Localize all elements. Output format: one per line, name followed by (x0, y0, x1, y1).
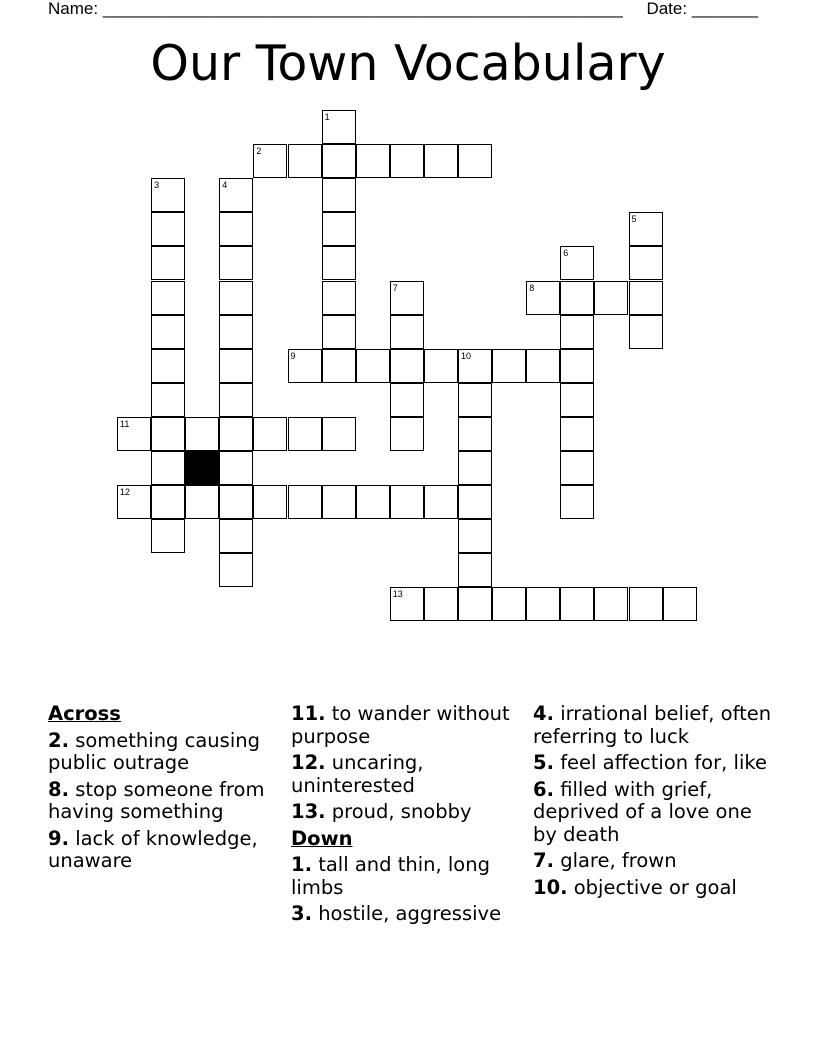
grid-cell[interactable] (322, 246, 356, 280)
clue-number: 1 (324, 112, 330, 122)
name-blank[interactable]: _______________________________________________________ (102, 0, 623, 18)
grid-cell[interactable] (322, 417, 356, 451)
clue-down-4: 4. irrational belief, often referring to luck (533, 702, 772, 748)
grid-cell[interactable] (390, 349, 424, 383)
grid-cell[interactable] (458, 519, 492, 553)
grid-cell[interactable] (219, 212, 253, 246)
grid-cell[interactable] (322, 178, 356, 212)
grid-cell[interactable] (151, 485, 185, 519)
clue-number: 7 (392, 282, 398, 293)
grid-cell[interactable] (356, 485, 390, 519)
grid-cell[interactable] (322, 144, 356, 178)
grid-cell[interactable] (458, 383, 492, 417)
date-blank[interactable]: _______ (691, 0, 759, 18)
grid-cell[interactable] (219, 485, 253, 519)
grid-cell[interactable] (458, 485, 492, 519)
grid-cell[interactable] (390, 417, 424, 451)
grid-cell[interactable] (219, 451, 253, 485)
clues-column-1 (48, 703, 278, 877)
grid-cell[interactable] (288, 349, 322, 383)
clue-across-13: 13. proud, snobby (291, 800, 472, 823)
grid-cell[interactable] (390, 485, 424, 519)
clue-down-6: 6. filled with grief, deprived of a love one by death (533, 777, 752, 846)
grid-cell[interactable] (526, 281, 560, 315)
grid-cell[interactable] (458, 451, 492, 485)
grid-cell[interactable] (356, 144, 390, 178)
grid-cell[interactable] (117, 417, 151, 451)
grid-cell[interactable] (458, 587, 492, 621)
grid-cell[interactable] (288, 417, 322, 451)
grid-cell[interactable] (151, 417, 185, 451)
grid-cell[interactable] (594, 587, 628, 621)
grid-cell[interactable] (151, 212, 185, 246)
grid-cell[interactable] (424, 587, 458, 621)
grid-cell[interactable] (219, 519, 253, 553)
grid-cell[interactable] (424, 349, 458, 383)
grid-cell[interactable] (151, 178, 185, 212)
clue-across-11: 11. to wander without purpose (291, 702, 510, 748)
grid-cell[interactable] (219, 553, 253, 587)
grid-cell[interactable] (185, 485, 219, 519)
clue-number: 13 (392, 589, 403, 600)
grid-cell[interactable] (253, 417, 287, 451)
grid-cell[interactable] (151, 451, 185, 485)
grid-cell[interactable] (219, 178, 253, 212)
grid-cell[interactable] (629, 281, 663, 315)
grid-cell[interactable] (560, 417, 594, 451)
name-label: Name: (48, 0, 99, 18)
page-title: Our Town Vocabulary (150, 35, 666, 92)
grid-cell[interactable] (219, 246, 253, 280)
grid-cell[interactable] (560, 246, 594, 280)
grid-cell[interactable] (390, 281, 424, 315)
clue-number: 9 (290, 350, 296, 361)
clue-number: 8 (529, 282, 535, 293)
grid-cell[interactable] (219, 383, 253, 417)
grid-cell[interactable] (560, 485, 594, 519)
grid-cell[interactable] (390, 587, 424, 621)
grid-cell[interactable] (185, 417, 219, 451)
date-label: Date: (646, 0, 688, 18)
clue-number: 11 (120, 418, 130, 429)
grid-cell[interactable] (663, 587, 697, 621)
clue-number: 2 (256, 146, 262, 157)
across-heading: Across (48, 702, 121, 725)
grid-cell[interactable] (151, 246, 185, 280)
clue-across-9: 9. lack of knowledge, unaware (48, 826, 258, 872)
grid-cell[interactable] (390, 315, 424, 349)
grid-cell[interactable] (629, 587, 663, 621)
grid-cell[interactable] (526, 349, 560, 383)
clue-number: 3 (154, 180, 160, 191)
grid-cell[interactable] (288, 485, 322, 519)
clues-column-3 (533, 703, 773, 903)
black-cell (185, 451, 219, 485)
grid-cell[interactable] (219, 417, 253, 451)
grid-cell[interactable] (629, 212, 663, 246)
grid-cell[interactable] (458, 349, 492, 383)
grid-cell[interactable] (322, 315, 356, 349)
grid-cell[interactable] (322, 349, 356, 383)
grid-cell[interactable] (356, 349, 390, 383)
grid-cell[interactable] (424, 144, 458, 178)
clue-down-7: 7. glare, frown (533, 849, 677, 872)
grid-cell[interactable] (253, 144, 287, 178)
grid-cell[interactable] (117, 485, 151, 519)
header-line (48, 0, 758, 18)
grid-cell[interactable] (219, 281, 253, 315)
clue-across-8: 8. stop someone from having something (48, 777, 265, 823)
clue-number: 10 (461, 350, 472, 361)
clue-across-12: 12. uncaring, uninterested (291, 751, 424, 797)
grid-cell[interactable] (322, 212, 356, 246)
grid-cell[interactable] (151, 519, 185, 553)
grid-cell[interactable] (390, 144, 424, 178)
clue-down-5: 5. feel affection for, like (533, 751, 767, 774)
grid-cell[interactable] (424, 485, 458, 519)
grid-cell[interactable] (253, 485, 287, 519)
grid-cell[interactable] (560, 451, 594, 485)
grid-cell[interactable] (322, 281, 356, 315)
grid-cell[interactable] (560, 383, 594, 417)
clue-number: 12 (120, 487, 131, 498)
grid-cell[interactable] (526, 587, 560, 621)
grid-cell[interactable] (560, 315, 594, 349)
grid-cell[interactable] (560, 349, 594, 383)
clue-down-10: 10. objective or goal (533, 875, 737, 899)
grid-cell[interactable] (629, 315, 663, 349)
clues-column-2 (291, 703, 521, 930)
grid-cell[interactable] (390, 383, 424, 417)
clue-number: 4 (222, 180, 228, 191)
clue-down-1: 1. tall and thin, long limbs (291, 853, 490, 899)
grid-cell[interactable] (151, 315, 185, 349)
grid-cell[interactable] (458, 417, 492, 451)
grid-cell[interactable] (458, 553, 492, 587)
grid-cell[interactable] (458, 144, 492, 178)
clue-number: 6 (563, 248, 569, 259)
grid-cell[interactable] (151, 383, 185, 417)
grid-cell[interactable] (219, 315, 253, 349)
grid-cell[interactable] (322, 110, 356, 144)
down-heading: Down (291, 826, 353, 850)
grid-cell[interactable] (560, 587, 594, 621)
grid-cell[interactable] (629, 246, 663, 280)
grid-cell[interactable] (151, 349, 185, 383)
grid-cell[interactable] (322, 485, 356, 519)
grid-cell[interactable] (151, 281, 185, 315)
grid-cell[interactable] (288, 144, 322, 178)
grid-cell[interactable] (560, 281, 594, 315)
grid-cell[interactable] (492, 349, 526, 383)
clue-across-2: 2. something causing public outrage (48, 728, 260, 774)
grid-cell[interactable] (492, 587, 526, 621)
grid-cell[interactable] (219, 349, 253, 383)
clue-down-3: 3. hostile, aggressive (291, 902, 502, 925)
clue-number: 5 (631, 214, 637, 225)
grid-cell[interactable] (594, 281, 628, 315)
